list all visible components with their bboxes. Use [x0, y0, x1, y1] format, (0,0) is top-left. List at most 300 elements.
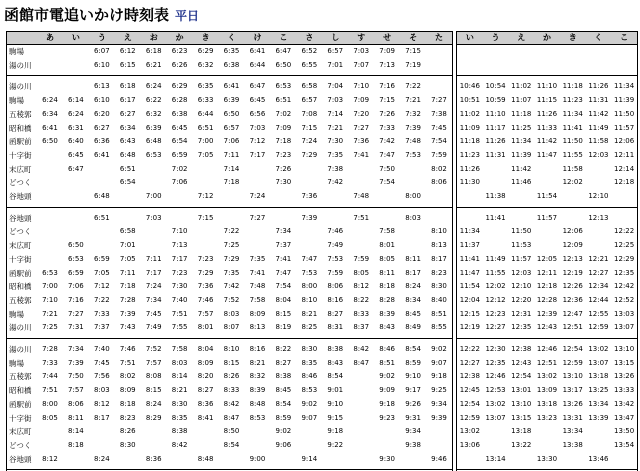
departure-time: 8:59 [275, 413, 292, 422]
right-timetable [456, 31, 638, 471]
departure-time: 6:44 [249, 60, 266, 69]
departure-time: 11:57 [614, 123, 635, 132]
departure-time: 7:37 [93, 323, 110, 332]
departure-time: 11:07 [511, 96, 532, 105]
departure-time: 7:05 [93, 268, 110, 277]
departure-time: 8:53 [249, 413, 266, 422]
station-name: 昭和橋 [9, 386, 32, 396]
departure-time: 8:04 [197, 345, 214, 353]
departure-time: 13:34 [562, 427, 583, 436]
departure-time: 7:28 [42, 345, 58, 353]
departure-time: 8:53 [301, 386, 318, 395]
departure-time: 8:42 [223, 399, 240, 408]
departure-time: 8:43 [379, 323, 396, 332]
departure-time: 8:08 [145, 372, 162, 381]
departure-time: 8:30 [301, 345, 318, 353]
departure-time: 7:11 [145, 254, 162, 263]
departure-time: 11:55 [562, 150, 583, 159]
departure-time: 9:09 [379, 386, 396, 395]
station-name: 湯の川 [9, 82, 32, 92]
departure-time: 7:50 [68, 372, 84, 381]
departure-time: 8:22 [275, 345, 292, 353]
departure-time: 12:13 [562, 254, 583, 263]
departure-time: 6:28 [171, 96, 188, 105]
departure-time: 11:10 [536, 82, 558, 91]
departure-time: 6:48 [145, 137, 162, 146]
departure-time: 7:51 [171, 309, 188, 318]
departure-time: 7:39 [301, 213, 318, 222]
departure-time: 7:52 [145, 345, 162, 353]
departure-time: 9:07 [301, 413, 318, 422]
departure-time: 10:46 [459, 82, 480, 91]
column-header: か [175, 33, 184, 42]
departure-time: 11:50 [511, 227, 532, 236]
departure-time: 8:04 [275, 295, 292, 304]
departure-time: 6:54 [171, 137, 188, 146]
departure-time: 8:12 [93, 399, 110, 408]
departure-time: 6:31 [68, 123, 84, 132]
departure-time: 6:51 [93, 213, 110, 222]
departure-time: 12:22 [459, 345, 480, 353]
departure-time: 6:41 [223, 82, 240, 91]
departure-time: 11:47 [459, 268, 480, 277]
departure-time: 11:42 [536, 137, 558, 146]
departure-time: 8:28 [379, 295, 396, 304]
departure-time: 7:32 [405, 109, 421, 118]
departure-time: 11:26 [588, 82, 609, 91]
departure-time: 7:31 [68, 323, 84, 332]
departure-time: 8:02 [119, 372, 136, 381]
departure-time: 11:30 [459, 178, 480, 187]
departure-time: 7:29 [301, 150, 318, 159]
departure-time: 8:27 [197, 386, 214, 395]
departure-time: 12:27 [459, 358, 480, 367]
departure-time: 8:36 [145, 454, 162, 463]
departure-time: 12:02 [562, 178, 583, 187]
departure-time: 12:38 [511, 345, 532, 353]
column-header: し [331, 33, 340, 42]
departure-time: 8:18 [119, 399, 136, 408]
departure-time: 12:51 [562, 323, 583, 332]
departure-time: 6:54 [119, 178, 136, 187]
column-header: え [517, 33, 526, 42]
departure-time: 7:59 [327, 268, 344, 277]
departure-time: 8:14 [171, 372, 188, 381]
departure-time: 6:59 [93, 254, 110, 263]
departure-time: 6:45 [249, 96, 266, 105]
departure-time: 11:18 [562, 82, 583, 91]
departure-time: 8:46 [301, 372, 318, 381]
departure-time: 11:34 [511, 137, 532, 146]
departure-time: 7:51 [119, 358, 136, 367]
departure-time: 8:33 [223, 386, 240, 395]
departure-time: 10:59 [485, 96, 506, 105]
departure-time: 7:10 [42, 295, 58, 304]
departure-time: 7:12 [249, 137, 266, 146]
departure-time: 12:51 [536, 358, 558, 367]
departure-time: 12:12 [485, 295, 506, 304]
departure-time: 7:03 [249, 123, 266, 132]
departure-time: 9:18 [327, 427, 344, 436]
departure-time: 8:49 [405, 323, 421, 332]
station-name: 駒場 [9, 96, 24, 106]
departure-time: 8:41 [197, 413, 214, 422]
station-name: どつく [9, 178, 32, 188]
departure-time: 8:17 [405, 268, 421, 277]
departure-time: 6:59 [171, 150, 188, 159]
departure-time: 6:34 [119, 123, 136, 132]
departure-time: 6:43 [119, 137, 136, 146]
departure-time: 7:17 [171, 254, 188, 263]
departure-time: 8:11 [379, 268, 396, 277]
departure-time: 7:27 [353, 123, 370, 132]
departure-time: 8:03 [93, 386, 110, 395]
departure-time: 11:57 [511, 254, 532, 263]
departure-time: 8:26 [119, 427, 136, 436]
departure-time: 7:41 [353, 150, 370, 159]
departure-time: 7:00 [145, 192, 162, 200]
departure-time: 8:48 [249, 399, 266, 408]
departure-time: 11:15 [536, 96, 558, 105]
departure-time: 7:14 [223, 164, 240, 173]
departure-time: 11:26 [536, 109, 558, 118]
departure-time: 11:38 [485, 192, 506, 200]
departure-time: 9:10 [405, 372, 421, 381]
departure-time: 7:09 [353, 96, 370, 105]
departure-time: 7:36 [197, 282, 214, 291]
departure-time: 7:15 [301, 123, 318, 132]
departure-time: 13:25 [588, 386, 609, 395]
departure-time: 12:21 [588, 254, 609, 263]
departure-time: 11:58 [562, 164, 583, 173]
departure-time: 13:15 [614, 358, 635, 367]
departure-time: 7:23 [171, 268, 188, 277]
departure-time: 12:14 [614, 164, 635, 173]
departure-time: 7:27 [249, 213, 266, 222]
departure-time: 7:33 [42, 358, 58, 367]
departure-time: 12:47 [562, 309, 583, 318]
departure-time: 7:42 [379, 137, 396, 146]
departure-time: 13:09 [536, 386, 558, 395]
departure-time: 13:10 [562, 372, 583, 381]
departure-time: 7:57 [145, 358, 162, 367]
departure-time: 7:10 [353, 82, 370, 91]
departure-time: 11:50 [614, 109, 635, 118]
left-timetable [6, 31, 453, 471]
departure-time: 7:22 [223, 227, 240, 236]
departure-time: 6:26 [171, 60, 188, 69]
departure-time: 6:41 [93, 150, 110, 159]
departure-time: 6:57 [223, 123, 240, 132]
departure-time: 6:50 [223, 109, 240, 118]
departure-time: 11:57 [536, 213, 558, 222]
departure-time: 8:16 [327, 295, 344, 304]
departure-time: 13:26 [562, 399, 583, 408]
departure-time: 7:18 [275, 137, 292, 146]
departure-time: 7:35 [327, 150, 344, 159]
departure-time: 8:43 [327, 358, 344, 367]
departure-time: 7:27 [431, 96, 447, 105]
departure-time: 11:58 [588, 137, 609, 146]
departure-time: 8:30 [171, 399, 188, 408]
station-name: 五稜郭 [9, 109, 32, 119]
departure-time: 7:54 [379, 178, 396, 187]
departure-time: 7:22 [93, 295, 110, 304]
departure-time: 6:38 [223, 60, 240, 69]
departure-time: 7:03 [353, 47, 370, 55]
departure-time: 8:48 [197, 454, 214, 463]
departure-time: 9:46 [431, 454, 447, 463]
departure-time: 6:36 [93, 137, 110, 146]
departure-time: 7:51 [42, 386, 58, 395]
departure-time: 12:03 [588, 150, 609, 159]
page-title [4, 2, 199, 28]
departure-time: 7:49 [145, 323, 162, 332]
departure-time: 7:24 [249, 192, 266, 200]
departure-time: 8:19 [275, 323, 292, 332]
column-header: く [594, 33, 603, 42]
departure-time: 6:10 [93, 60, 110, 69]
departure-time: 7:01 [327, 60, 344, 69]
departure-time: 12:19 [562, 268, 583, 277]
departure-time: 6:18 [119, 82, 136, 91]
departure-time: 7:21 [42, 309, 58, 318]
departure-time: 7:35 [249, 254, 266, 263]
departure-time: 11:46 [511, 178, 532, 187]
departure-time: 7:59 [431, 150, 447, 159]
departure-time: 8:18 [379, 282, 396, 291]
departure-time: 6:53 [145, 150, 162, 159]
departure-time: 11:18 [459, 137, 480, 146]
departure-time: 6:24 [68, 109, 84, 118]
column-header: く [227, 33, 236, 42]
departure-time: 6:53 [42, 268, 58, 277]
departure-time: 7:47 [301, 254, 318, 263]
departure-time: 11:49 [588, 123, 609, 132]
departure-time: 6:33 [197, 96, 214, 105]
departure-time: 12:10 [588, 192, 609, 200]
departure-time: 7:41 [249, 268, 266, 277]
departure-time: 12:54 [562, 345, 583, 353]
departure-time: 12:18 [536, 282, 558, 291]
departure-time: 6:52 [301, 47, 318, 55]
departure-time: 6:24 [42, 96, 58, 105]
station-name: 函駅前 [9, 137, 32, 147]
departure-time: 12:03 [511, 268, 532, 277]
departure-time: 8:29 [145, 413, 162, 422]
departure-time: 6:47 [68, 164, 84, 173]
departure-time: 9:06 [275, 440, 292, 449]
departure-time: 6:07 [93, 47, 110, 55]
departure-time: 8:10 [223, 345, 240, 353]
departure-time: 7:00 [42, 282, 58, 291]
departure-time: 8:07 [223, 323, 240, 332]
departure-time: 8:15 [145, 386, 162, 395]
station-name: 十字街 [9, 150, 32, 160]
departure-time: 11:18 [511, 109, 532, 118]
departure-time: 9:00 [249, 454, 266, 463]
departure-time: 8:21 [249, 358, 266, 367]
column-header: そ [409, 33, 418, 42]
section-divider [7, 338, 452, 339]
departure-time: 6:48 [93, 192, 110, 200]
departure-time: 7:36 [301, 192, 318, 200]
departure-time: 7:45 [145, 309, 162, 318]
station-name: 末広町 [9, 241, 32, 251]
departure-time: 7:47 [275, 268, 292, 277]
departure-time: 13:33 [614, 386, 635, 395]
departure-time: 12:06 [562, 227, 583, 236]
departure-time: 12:25 [614, 241, 635, 250]
departure-time: 7:17 [249, 150, 266, 159]
column-header: す [357, 33, 366, 42]
departure-time: 7:35 [223, 268, 240, 277]
departure-time: 12:44 [588, 295, 609, 304]
departure-time: 6:44 [197, 109, 214, 118]
departure-time: 7:13 [171, 241, 188, 250]
departure-time: 7:05 [197, 150, 214, 159]
departure-time: 7:19 [405, 60, 421, 69]
departure-time: 6:32 [197, 60, 214, 69]
departure-time: 6:53 [275, 82, 292, 91]
departure-time: 12:29 [614, 254, 635, 263]
departure-time: 11:39 [614, 96, 635, 105]
departure-time: 9:18 [431, 372, 447, 381]
departure-time: 6:41 [249, 47, 266, 55]
departure-time: 13:46 [588, 454, 609, 463]
column-header: お [149, 33, 158, 42]
station-name: 谷地頭 [9, 213, 32, 223]
departure-time: 8:42 [171, 440, 188, 449]
station-name: 谷地頭 [9, 454, 32, 464]
station-name: 末広町 [9, 427, 32, 437]
departure-time: 7:26 [275, 164, 292, 173]
section-divider [7, 469, 452, 470]
departure-time: 9:07 [431, 358, 447, 367]
departure-time: 8:17 [431, 254, 447, 263]
departure-time: 9:38 [405, 440, 421, 449]
departure-time: 7:58 [249, 295, 266, 304]
departure-time: 7:37 [275, 241, 292, 250]
departure-time: 12:26 [562, 282, 583, 291]
departure-time: 12:11 [536, 268, 558, 277]
departure-time: 7:23 [197, 254, 214, 263]
departure-time: 6:41 [42, 123, 58, 132]
departure-time: 7:07 [353, 60, 370, 69]
departure-time: 13:14 [485, 454, 506, 463]
departure-time: 9:15 [327, 413, 344, 422]
departure-time: 6:48 [119, 150, 136, 159]
departure-time: 8:06 [68, 399, 84, 408]
departure-time: 11:23 [459, 150, 480, 159]
departure-time: 12:46 [536, 345, 558, 353]
departure-time: 8:47 [223, 413, 240, 422]
departure-time: 8:31 [327, 323, 344, 332]
departure-time: 13:22 [511, 440, 532, 449]
departure-time: 13:38 [562, 440, 583, 449]
departure-time: 6:15 [119, 60, 136, 69]
departure-time: 8:47 [353, 358, 370, 367]
station-name: 十字街 [9, 413, 32, 423]
departure-time: 11:23 [562, 96, 583, 105]
departure-time: 11:41 [459, 254, 480, 263]
departure-time: 12:18 [614, 178, 635, 187]
column-header: い [71, 33, 80, 42]
station-name: 湯の川 [9, 345, 32, 354]
departure-time: 7:30 [327, 137, 344, 146]
departure-time: 7:53 [301, 268, 318, 277]
departure-time: 6:51 [119, 164, 136, 173]
section-divider [457, 207, 637, 208]
departure-time: 12:04 [459, 295, 480, 304]
departure-time: 8:02 [431, 164, 447, 173]
departure-time: 7:24 [145, 282, 162, 291]
departure-time: 8:10 [431, 227, 447, 236]
departure-time: 7:42 [327, 178, 344, 187]
departure-time: 13:03 [614, 309, 635, 318]
departure-time: 8:03 [405, 213, 421, 222]
departure-time: 8:00 [42, 399, 58, 408]
departure-time: 7:40 [171, 295, 188, 304]
departure-time: 9:26 [405, 399, 421, 408]
departure-time: 11:50 [562, 137, 583, 146]
departure-time: 7:51 [353, 213, 370, 222]
departure-time: 9:34 [405, 427, 421, 436]
departure-time: 8:00 [405, 192, 421, 200]
departure-time: 11:31 [485, 150, 506, 159]
departure-time: 12:43 [536, 323, 558, 332]
station-name: 湯の川 [9, 323, 32, 333]
departure-time: 8:21 [301, 309, 318, 318]
departure-time: 11:26 [459, 164, 480, 173]
departure-time: 13:07 [588, 358, 609, 367]
departure-time: 8:12 [353, 282, 370, 291]
departure-time: 11:42 [511, 164, 532, 173]
departure-time: 13:30 [536, 454, 558, 463]
departure-time: 8:40 [431, 295, 447, 304]
departure-time: 7:18 [223, 178, 240, 187]
departure-time: 7:53 [405, 150, 421, 159]
departure-time: 13:34 [588, 399, 609, 408]
departure-time: 8:03 [171, 358, 188, 367]
departure-time: 8:54 [275, 399, 292, 408]
departure-time: 8:13 [431, 241, 447, 250]
departure-time: 12:10 [511, 282, 532, 291]
departure-time: 9:31 [405, 413, 421, 422]
departure-time: 8:59 [405, 358, 421, 367]
departure-time: 12:09 [562, 241, 583, 250]
departure-time: 8:51 [379, 358, 396, 367]
day-type-label: 平日 [175, 9, 200, 23]
departure-time: 8:15 [223, 358, 240, 367]
column-header: こ [620, 33, 629, 42]
section-divider [7, 75, 452, 76]
departure-time: 9:25 [431, 386, 447, 395]
departure-time: 6:50 [42, 137, 58, 146]
departure-time: 12:19 [459, 323, 480, 332]
departure-time: 7:29 [197, 268, 214, 277]
station-name: 函駅前 [9, 399, 32, 409]
departure-time: 7:46 [327, 227, 344, 236]
departure-time: 7:21 [327, 123, 344, 132]
departure-time: 6:50 [68, 241, 84, 250]
departure-time: 12:28 [536, 295, 558, 304]
departure-time: 7:12 [197, 192, 214, 200]
departure-time: 8:15 [275, 309, 292, 318]
departure-time: 6:50 [275, 60, 292, 69]
departure-time: 6:35 [197, 82, 214, 91]
departure-time: 8:11 [405, 254, 421, 263]
